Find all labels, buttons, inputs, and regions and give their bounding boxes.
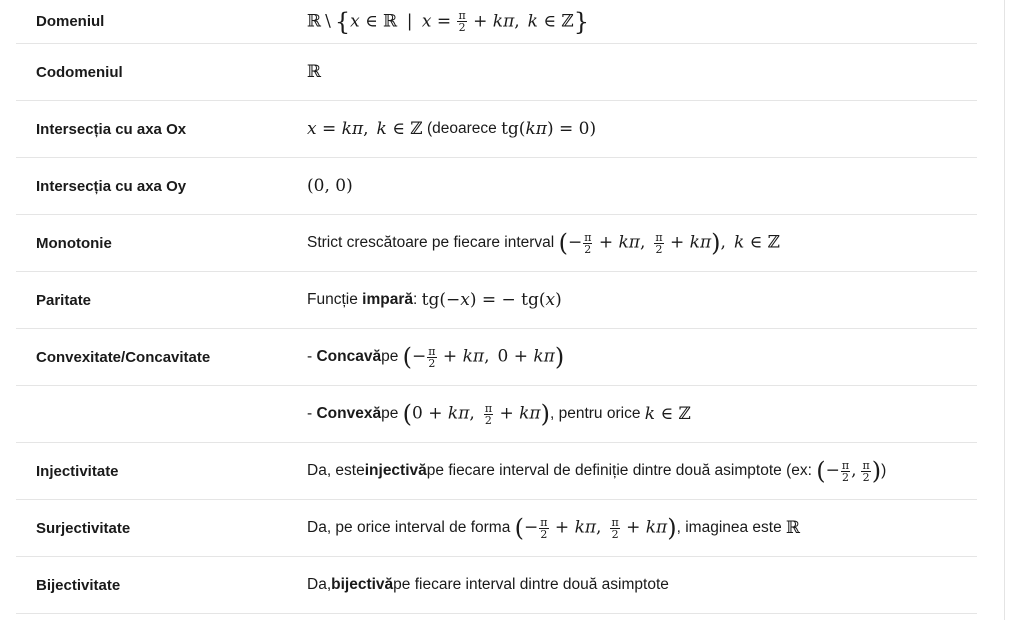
- convex-bold: Convexă: [316, 405, 382, 422]
- ox-note-formula: tg(kπ) = 0): [501, 119, 597, 139]
- surj-text: Da, pe orice interval de forma: [307, 519, 511, 536]
- bij-bold: bijectivă: [331, 576, 394, 593]
- row-value: [307, 231, 977, 255]
- inj-formula: (− $\frac{\pi}{2}$ , $\frac{\pi}{2}$ ): [816, 457, 882, 485]
- row-label: Intersecția cu axa Oy: [36, 177, 187, 195]
- table-row-codomain: [16, 44, 977, 101]
- domain-formula: ℝ \ {x ∈ ℝ | x = $\frac{\pi}{2}$ + kπ, k ∈ ℤ}: [307, 7, 590, 36]
- row-label: Surjectivitate: [36, 519, 131, 537]
- table-row-oy-intersection: [16, 158, 977, 215]
- row-value: [307, 7, 977, 36]
- row-label: Intersecția cu axa Ox: [36, 120, 187, 138]
- bij-text-2: pe fiecare interval dintre două asimptote: [393, 576, 669, 593]
- row-value: [307, 119, 977, 139]
- inj-text: Da, este: [307, 462, 365, 479]
- parity-formula: tg(−x) = − tg(x): [421, 290, 562, 310]
- table-row-concavity: [16, 329, 977, 386]
- convex-text-2: , pentru orice: [549, 405, 641, 422]
- inj-close: ): [881, 462, 887, 479]
- oy-formula: (0, 0): [307, 176, 353, 196]
- parity-colon: :: [413, 291, 418, 308]
- convex-k-formula: k ∈ ℤ: [644, 404, 691, 424]
- row-label: Injectivitate: [36, 462, 119, 480]
- table-row-bijectivity: [16, 557, 977, 614]
- row-label: Paritate: [36, 291, 92, 309]
- properties-table: [16, 0, 977, 614]
- surj-formula: (− $\frac{\pi}{2}$ + kπ, $\frac{\pi}{2}$ + kπ): [514, 514, 677, 542]
- row-label: Convexitate/Concavitate: [36, 348, 211, 366]
- row-value: [307, 402, 977, 426]
- ox-formula: x = kπ, k ∈ ℤ: [307, 119, 423, 139]
- table-row-monotony: [16, 215, 977, 272]
- row-value: [307, 62, 977, 82]
- monotony-text: Strict crescătoare pe fiecare interval: [307, 234, 555, 251]
- row-value: [307, 516, 977, 540]
- table-row-domain: [16, 0, 977, 44]
- parity-text: Funcție: [307, 291, 358, 308]
- bij-text: Da,: [307, 576, 332, 593]
- parity-bold: impară: [362, 291, 413, 308]
- table-row-parity: [16, 272, 977, 329]
- row-value: [307, 176, 977, 196]
- surj-text-2: , imaginea este: [676, 519, 782, 536]
- inj-bold: injectivă: [364, 462, 427, 479]
- concave-dash: -: [307, 348, 313, 365]
- codomain-formula: ℝ: [307, 62, 322, 82]
- concave-formula: (− $\frac{\pi}{2}$ + kπ, 0 + kπ): [402, 343, 565, 371]
- table-row-convexity: [16, 386, 977, 443]
- row-label: Monotonie: [36, 234, 112, 252]
- table-row-injectivity: [16, 443, 977, 500]
- row-value: [307, 576, 977, 594]
- row-value: [307, 290, 977, 310]
- inj-text-2: pe fiecare interval de definiție dintre două asimptote (ex:: [426, 462, 812, 479]
- convex-text: pe: [381, 405, 399, 422]
- convex-dash: -: [307, 405, 313, 422]
- row-label: Codomeniul: [36, 63, 123, 81]
- ox-note: (deoarece: [426, 120, 497, 137]
- row-value: [307, 459, 977, 483]
- row-label: Domeniul: [36, 13, 105, 30]
- concave-text: pe: [381, 348, 399, 365]
- monotony-formula: (− $\frac{\pi}{2}$ + kπ, $\frac{\pi}{2}$ + kπ), k ∈ ℤ: [558, 229, 781, 257]
- table-row-ox-intersection: [16, 101, 977, 158]
- concave-bold: Concavă: [316, 348, 382, 365]
- table-row-surjectivity: [16, 500, 977, 557]
- convex-formula: (0 + kπ, $\frac{\pi}{2}$ + kπ): [402, 400, 550, 428]
- row-value: [307, 345, 977, 369]
- surj-r-formula: ℝ: [786, 518, 801, 538]
- row-label: Bijectivitate: [36, 576, 121, 594]
